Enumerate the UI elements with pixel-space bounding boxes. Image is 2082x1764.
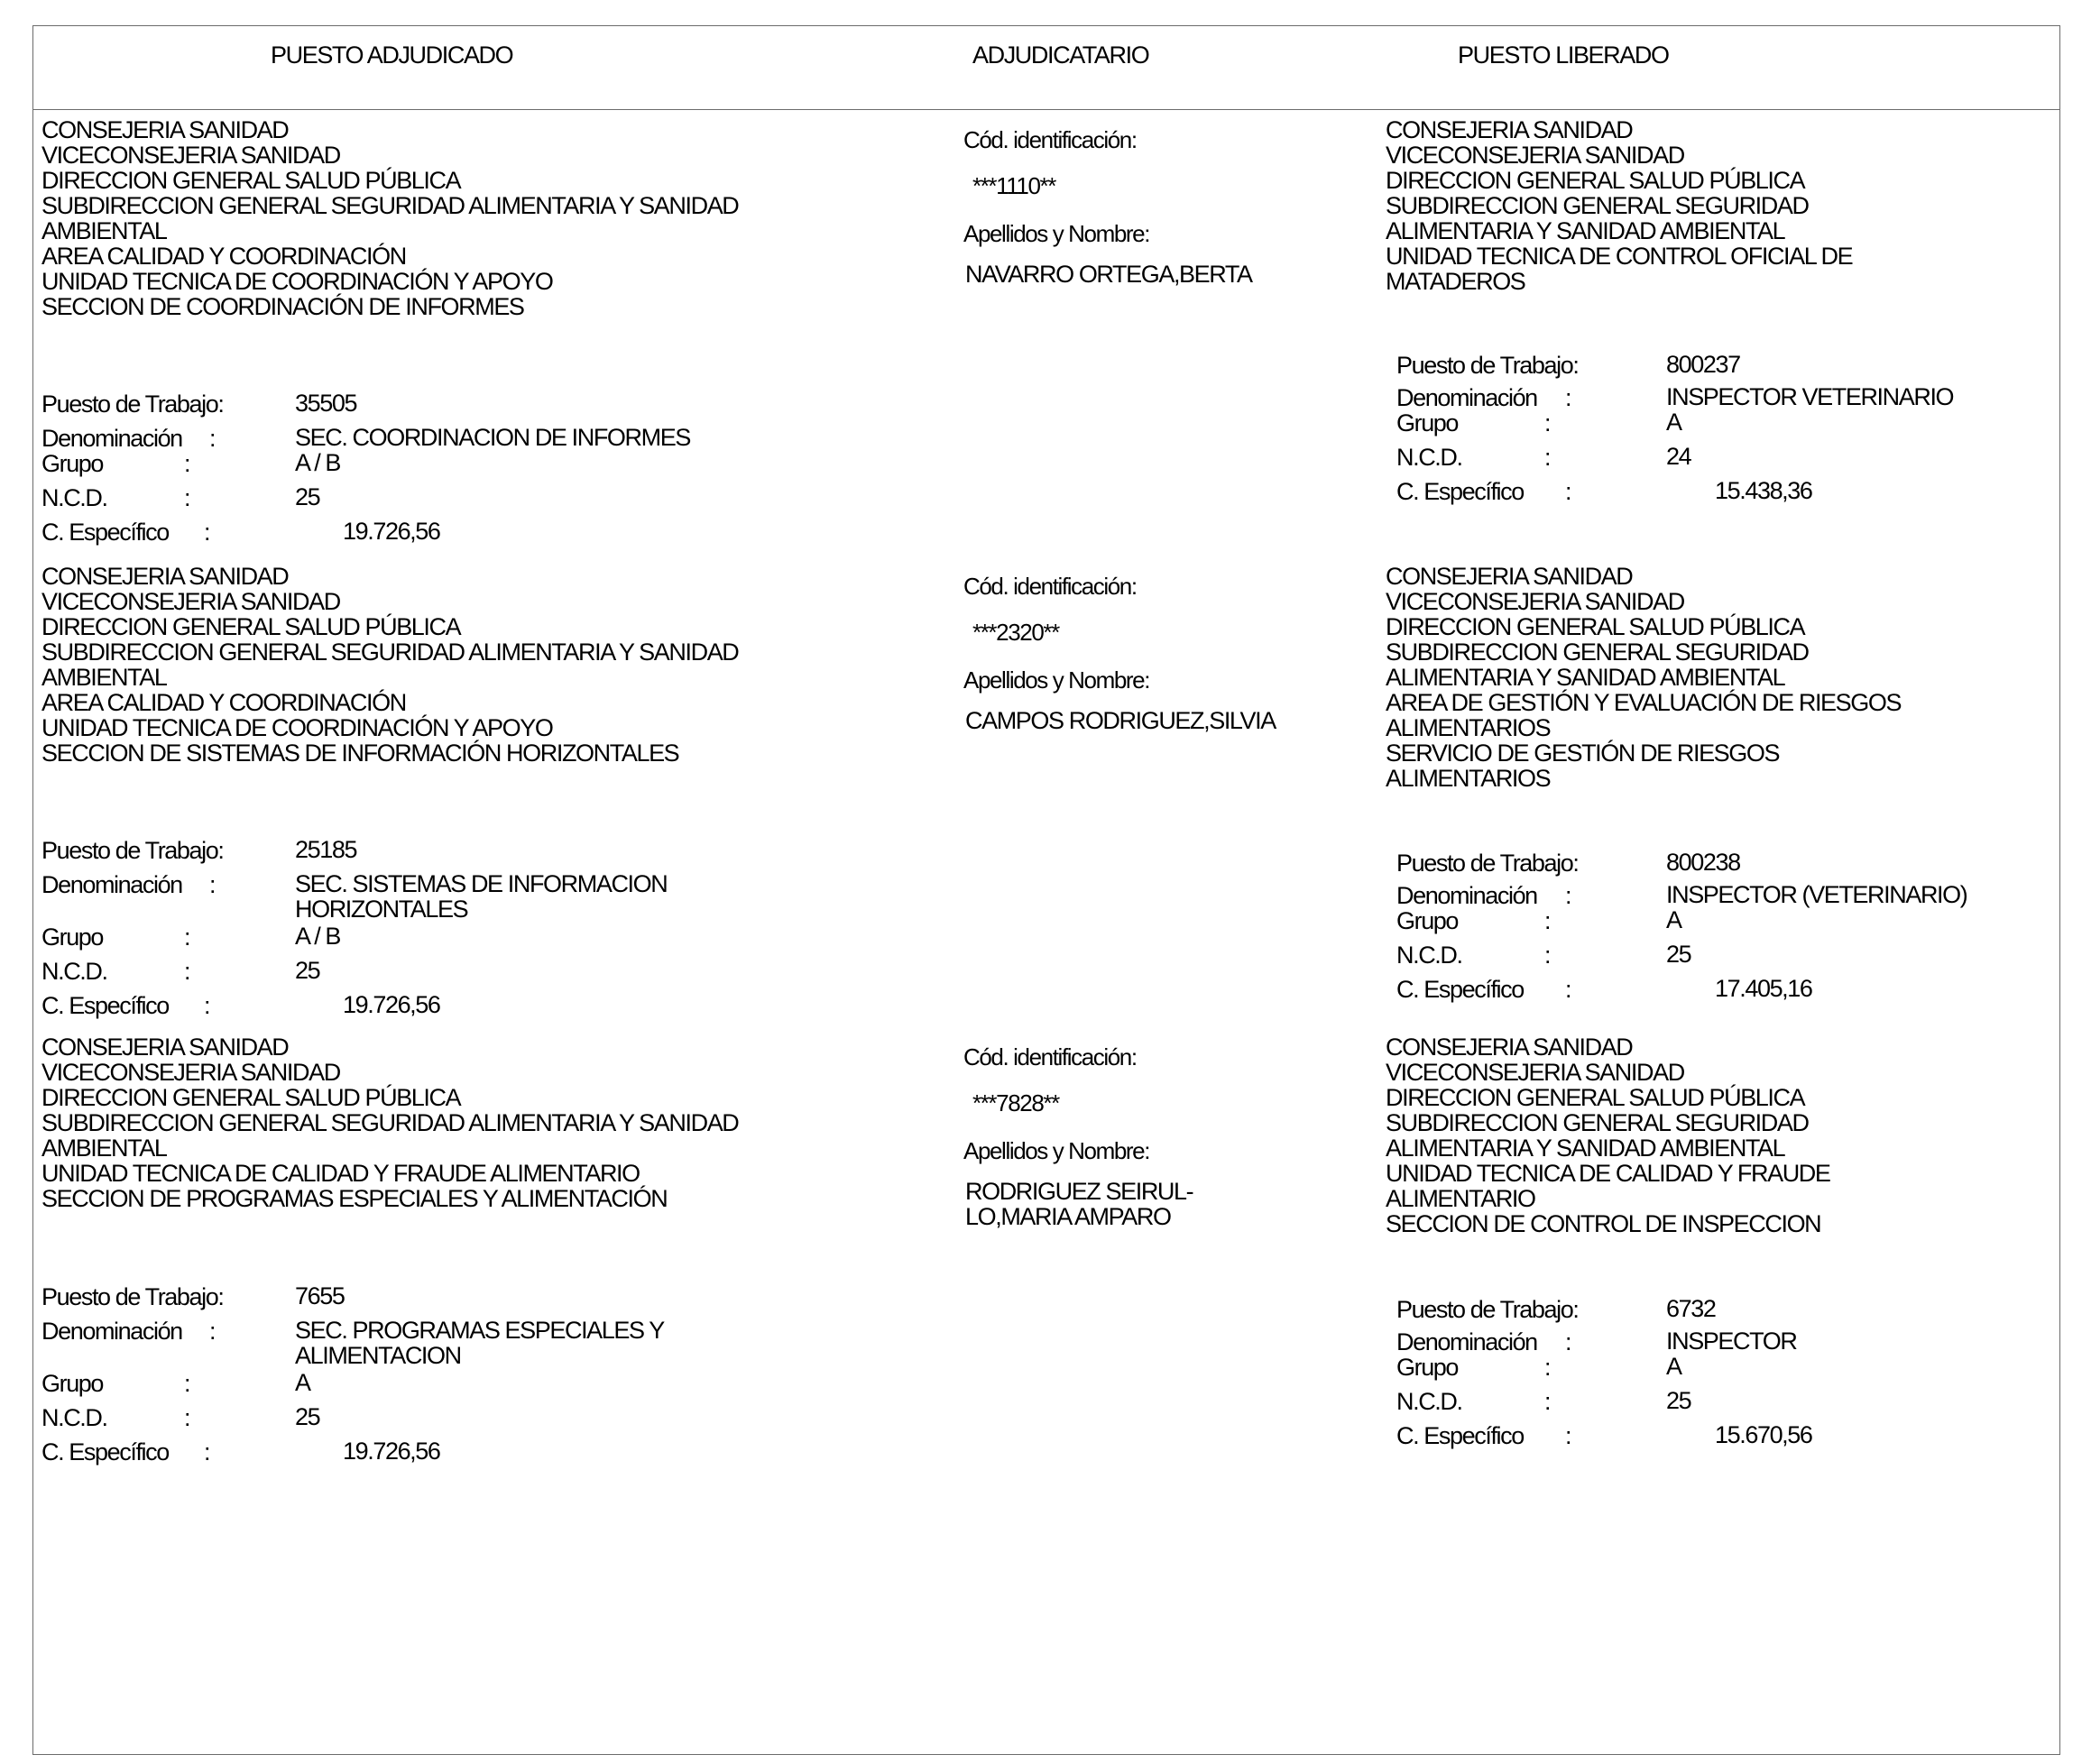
colon: : bbox=[1565, 384, 1571, 411]
adjudicado-org-line: AMBIENTAL bbox=[41, 664, 167, 691]
value-denominacion: INSPECTOR VETERINARIO bbox=[1666, 383, 1954, 410]
colon: : bbox=[184, 1370, 190, 1397]
colon: : bbox=[1565, 976, 1571, 1003]
label-puesto: Puesto de Trabajo: bbox=[1396, 850, 1579, 877]
liberado-org-line: ALIMENTARIA Y SANIDAD AMBIENTAL bbox=[1386, 1135, 1785, 1162]
label-ncd: N.C.D. bbox=[1396, 1388, 1462, 1415]
label-cod-identificacion: Cód. identificación: bbox=[963, 126, 1137, 153]
value-nombre bbox=[965, 1179, 1193, 1229]
adjudicado-org-line: UNIDAD TECNICA DE COORDINACIÓN Y APOYO bbox=[41, 268, 553, 295]
colon: : bbox=[1565, 1422, 1571, 1449]
value-ncd: 25 bbox=[295, 483, 320, 510]
value-nombre-line: RODRIGUEZ SEIRUL- bbox=[965, 1178, 1193, 1205]
value-denominacion bbox=[295, 1318, 664, 1368]
value-c-especifico: 19.726,56 bbox=[343, 991, 440, 1018]
colon: : bbox=[1544, 942, 1551, 969]
liberado-org-line: DIRECCION GENERAL SALUD PÚBLICA bbox=[1386, 613, 1805, 640]
value-puesto: 800238 bbox=[1666, 849, 1740, 876]
value-ncd: 24 bbox=[1666, 443, 1691, 470]
label-grupo: Grupo bbox=[41, 450, 104, 477]
adjudicado-org-line: SECCION DE SISTEMAS DE INFORMACIÓN HORIZONTALES bbox=[41, 740, 679, 767]
label-c-especifico: C. Específico bbox=[1396, 478, 1524, 505]
colon: : bbox=[204, 1438, 210, 1465]
adjudicado-org-line: UNIDAD TECNICA DE COORDINACIÓN Y APOYO bbox=[41, 714, 553, 741]
colon: : bbox=[184, 923, 190, 951]
label-apellidos-nombre: Apellidos y Nombre: bbox=[963, 220, 1150, 247]
label-denominacion: Denominación bbox=[1396, 1328, 1537, 1355]
liberado-org bbox=[1386, 117, 1852, 294]
header-adjudicatario: ADJUDICATARIO bbox=[972, 41, 1149, 69]
value-puesto: 25185 bbox=[295, 836, 357, 863]
label-c-especifico: C. Específico bbox=[41, 1438, 169, 1465]
value-denominacion: INSPECTOR (VETERINARIO) bbox=[1666, 881, 1967, 908]
label-cod-identificacion: Cód. identificación: bbox=[963, 1043, 1137, 1070]
label-puesto: Puesto de Trabajo: bbox=[1396, 1296, 1579, 1323]
colon: : bbox=[184, 958, 190, 985]
adjudicado-org-line: DIRECCION GENERAL SALUD PÚBLICA bbox=[41, 613, 461, 640]
colon: : bbox=[209, 425, 216, 452]
label-grupo: Grupo bbox=[41, 923, 104, 951]
liberado-org-line: SECCION DE CONTROL DE INSPECCION bbox=[1386, 1210, 1821, 1237]
liberado-org-line: SUBDIRECCION GENERAL SEGURIDAD bbox=[1386, 1109, 1809, 1136]
liberado-org-line: AREA DE GESTIÓN Y EVALUACIÓN DE RIESGOS bbox=[1386, 689, 1902, 716]
value-ncd: 25 bbox=[1666, 1387, 1691, 1414]
value-denominacion bbox=[295, 425, 690, 450]
value-denominacion-line: HORIZONTALES bbox=[295, 896, 468, 923]
adjudicado-org-line: SUBDIRECCION GENERAL SEGURIDAD ALIMENTARIA Y SANIDAD bbox=[41, 192, 739, 219]
liberado-org-line: MATADEROS bbox=[1386, 268, 1525, 295]
colon: : bbox=[184, 450, 190, 477]
liberado-org-line: SERVICIO DE GESTIÓN DE RIESGOS bbox=[1386, 740, 1780, 767]
label-grupo: Grupo bbox=[1396, 907, 1459, 934]
label-apellidos-nombre: Apellidos y Nombre: bbox=[963, 1137, 1150, 1164]
header-divider bbox=[32, 109, 2060, 110]
colon: : bbox=[184, 484, 190, 511]
label-c-especifico: C. Específico bbox=[41, 992, 169, 1019]
value-c-especifico: 19.726,56 bbox=[343, 518, 440, 545]
header-puesto-adjudicado: PUESTO ADJUDICADO bbox=[271, 41, 513, 69]
value-denominacion-line: ALIMENTACION bbox=[295, 1342, 461, 1369]
label-c-especifico: C. Específico bbox=[41, 519, 169, 546]
liberado-org-line: ALIMENTARIOS bbox=[1386, 765, 1551, 792]
liberado-org-line: ALIMENTARIA Y SANIDAD AMBIENTAL bbox=[1386, 664, 1785, 691]
liberado-org-line: CONSEJERIA SANIDAD bbox=[1386, 1034, 1633, 1061]
colon: : bbox=[1565, 478, 1571, 505]
label-ncd: N.C.D. bbox=[41, 958, 107, 985]
label-puesto: Puesto de Trabajo: bbox=[41, 1283, 224, 1310]
adjudicado-org-line: CONSEJERIA SANIDAD bbox=[41, 116, 289, 143]
adjudicado-org bbox=[41, 117, 738, 319]
label-grupo: Grupo bbox=[41, 1370, 104, 1397]
value-grupo: A bbox=[1666, 906, 1681, 933]
value-nombre bbox=[965, 262, 1252, 287]
value-puesto: 6732 bbox=[1666, 1295, 1716, 1322]
value-denominacion-line: SEC. SISTEMAS DE INFORMACION bbox=[295, 870, 668, 897]
label-denominacion: Denominación bbox=[41, 425, 182, 452]
colon: : bbox=[184, 1404, 190, 1431]
label-ncd: N.C.D. bbox=[1396, 444, 1462, 471]
label-c-especifico: C. Específico bbox=[1396, 1422, 1524, 1449]
value-puesto: 7655 bbox=[295, 1282, 345, 1309]
liberado-org bbox=[1386, 1034, 1830, 1236]
liberado-org-line: ALIMENTARIO bbox=[1386, 1185, 1535, 1212]
label-grupo: Grupo bbox=[1396, 1354, 1459, 1381]
colon: : bbox=[1544, 1388, 1551, 1415]
colon: : bbox=[1544, 1354, 1551, 1381]
label-ncd: N.C.D. bbox=[1396, 942, 1462, 969]
adjudicado-org-line: DIRECCION GENERAL SALUD PÚBLICA bbox=[41, 1084, 461, 1111]
value-ncd: 25 bbox=[295, 1403, 320, 1430]
label-denominacion: Denominación bbox=[41, 871, 182, 898]
adjudicado-org bbox=[41, 564, 738, 766]
value-puesto: 35505 bbox=[295, 390, 357, 417]
label-cod-identificacion: Cód. identificación: bbox=[963, 573, 1137, 600]
value-denominacion: INSPECTOR bbox=[1666, 1328, 1797, 1355]
adjudicado-org-line: AMBIENTAL bbox=[41, 1135, 167, 1162]
adjudicado-org-line: CONSEJERIA SANIDAD bbox=[41, 1034, 289, 1061]
liberado-org-line: ALIMENTARIA Y SANIDAD AMBIENTAL bbox=[1386, 217, 1785, 244]
label-puesto: Puesto de Trabajo: bbox=[41, 837, 224, 864]
adjudicado-org-line: AMBIENTAL bbox=[41, 217, 167, 244]
colon: : bbox=[204, 519, 210, 546]
adjudicado-org-line: UNIDAD TECNICA DE CALIDAD Y FRAUDE ALIMENTARIO bbox=[41, 1160, 640, 1187]
value-c-especifico: 15.670,56 bbox=[1715, 1421, 1812, 1448]
label-ncd: N.C.D. bbox=[41, 484, 107, 511]
liberado-org-line: ALIMENTARIOS bbox=[1386, 714, 1551, 741]
liberado-org-line: DIRECCION GENERAL SALUD PÚBLICA bbox=[1386, 167, 1805, 194]
liberado-org-line: SUBDIRECCION GENERAL SEGURIDAD bbox=[1386, 192, 1809, 219]
colon: : bbox=[209, 871, 216, 898]
value-ncd: 25 bbox=[1666, 941, 1691, 968]
colon: : bbox=[1544, 907, 1551, 934]
adjudicado-org-line: AREA CALIDAD Y COORDINACIÓN bbox=[41, 243, 406, 270]
liberado-org bbox=[1386, 564, 1901, 791]
colon: : bbox=[1565, 882, 1571, 909]
value-grupo: A bbox=[1666, 409, 1681, 436]
header-puesto-liberado: PUESTO LIBERADO bbox=[1458, 41, 1669, 69]
label-apellidos-nombre: Apellidos y Nombre: bbox=[963, 666, 1150, 694]
label-ncd: N.C.D. bbox=[41, 1404, 107, 1431]
colon: : bbox=[1544, 444, 1551, 471]
value-cod-identificacion: ***2320** bbox=[972, 619, 1059, 646]
adjudicado-org-line: VICECONSEJERIA SANIDAD bbox=[41, 1059, 340, 1086]
liberado-org-line: CONSEJERIA SANIDAD bbox=[1386, 563, 1633, 590]
value-cod-identificacion: ***1110** bbox=[972, 172, 1055, 199]
colon: : bbox=[204, 992, 210, 1019]
label-denominacion: Denominación bbox=[41, 1318, 182, 1345]
adjudicado-org-line: CONSEJERIA SANIDAD bbox=[41, 563, 289, 590]
value-puesto: 800237 bbox=[1666, 351, 1740, 378]
value-nombre bbox=[965, 708, 1276, 733]
value-nombre-line: NAVARRO ORTEGA,BERTA bbox=[965, 261, 1252, 288]
value-cod-identificacion: ***7828** bbox=[972, 1089, 1059, 1116]
value-c-especifico: 15.438,36 bbox=[1715, 477, 1812, 504]
adjudicado-org-line: SECCION DE PROGRAMAS ESPECIALES Y ALIMENTACIÓN bbox=[41, 1185, 668, 1212]
colon: : bbox=[1565, 1328, 1571, 1355]
label-c-especifico: C. Específico bbox=[1396, 976, 1524, 1003]
adjudicado-org-line: VICECONSEJERIA SANIDAD bbox=[41, 142, 340, 169]
value-nombre-line: LO,MARIA AMPARO bbox=[965, 1203, 1171, 1230]
value-grupo: A bbox=[295, 1369, 310, 1396]
adjudicado-org-line: DIRECCION GENERAL SALUD PÚBLICA bbox=[41, 167, 461, 194]
liberado-org-line: CONSEJERIA SANIDAD bbox=[1386, 116, 1633, 143]
value-grupo: A bbox=[1666, 1353, 1681, 1380]
liberado-org-line: VICECONSEJERIA SANIDAD bbox=[1386, 1059, 1684, 1086]
label-denominacion: Denominación bbox=[1396, 384, 1537, 411]
label-grupo: Grupo bbox=[1396, 409, 1459, 436]
value-denominacion-line: SEC. COORDINACION DE INFORMES bbox=[295, 424, 690, 451]
liberado-org-line: UNIDAD TECNICA DE CONTROL OFICIAL DE bbox=[1386, 243, 1853, 270]
colon: : bbox=[1544, 409, 1551, 436]
value-grupo: A / B bbox=[295, 449, 341, 476]
value-c-especifico: 17.405,16 bbox=[1715, 975, 1812, 1002]
value-denominacion bbox=[295, 871, 667, 922]
liberado-org-line: VICECONSEJERIA SANIDAD bbox=[1386, 142, 1684, 169]
label-puesto: Puesto de Trabajo: bbox=[41, 390, 224, 418]
value-c-especifico: 19.726,56 bbox=[343, 1438, 440, 1465]
value-denominacion-line: SEC. PROGRAMAS ESPECIALES Y bbox=[295, 1317, 664, 1344]
adjudicado-org-line: SUBDIRECCION GENERAL SEGURIDAD ALIMENTARIA Y SANIDAD bbox=[41, 639, 739, 666]
value-ncd: 25 bbox=[295, 957, 320, 984]
adjudicado-org-line: AREA CALIDAD Y COORDINACIÓN bbox=[41, 689, 406, 716]
adjudicado-org bbox=[41, 1034, 738, 1211]
liberado-org-line: DIRECCION GENERAL SALUD PÚBLICA bbox=[1386, 1084, 1805, 1111]
value-grupo: A / B bbox=[295, 923, 341, 950]
liberado-org-line: VICECONSEJERIA SANIDAD bbox=[1386, 588, 1684, 615]
liberado-org-line: UNIDAD TECNICA DE CALIDAD Y FRAUDE bbox=[1386, 1160, 1830, 1187]
label-denominacion: Denominación bbox=[1396, 882, 1537, 909]
adjudicado-org-line: SUBDIRECCION GENERAL SEGURIDAD ALIMENTARIA Y SANIDAD bbox=[41, 1109, 739, 1136]
liberado-org-line: SUBDIRECCION GENERAL SEGURIDAD bbox=[1386, 639, 1809, 666]
label-puesto: Puesto de Trabajo: bbox=[1396, 352, 1579, 379]
colon: : bbox=[209, 1318, 216, 1345]
adjudicado-org-line: VICECONSEJERIA SANIDAD bbox=[41, 588, 340, 615]
value-nombre-line: CAMPOS RODRIGUEZ,SILVIA bbox=[965, 707, 1276, 734]
adjudicado-org-line: SECCION DE COORDINACIÓN DE INFORMES bbox=[41, 293, 524, 320]
